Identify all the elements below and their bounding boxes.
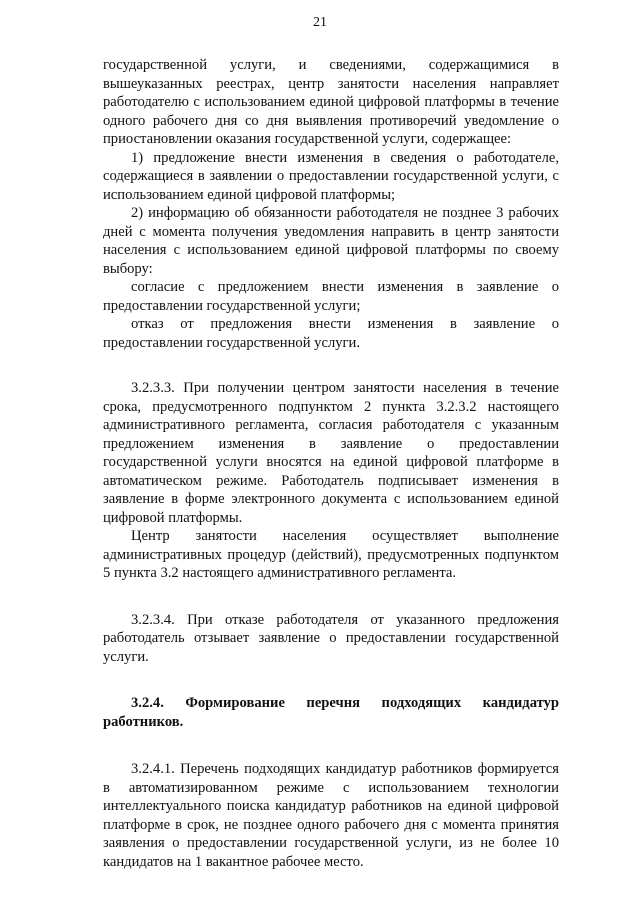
paragraph-3-2-3-3: 3.2.3.3. При получении центром занятости населения в течение срока, предусмотренного подпунктом 2 пункта 3.2.3.2 настоящего административного регламента, согласия работодателя с указанным предложением изменения в заявление о предоставлении государственной услуги вносятся на единой цифровой платформе в автоматическом режиме. Работодатель подписывает изменения в заявление в форме электронного документа с использованием единой цифровой платформы.	[103, 380, 559, 526]
paragraph-item-1: 1) предложение внести изменения в сведения о работодателе, содержащиеся в заявлении о предоставлении государственной услуги, с использованием единой цифровой платформы;	[103, 149, 559, 203]
document-body	[103, 56, 559, 871]
page-number: 21	[313, 15, 327, 30]
paragraph-3-2-4-1: 3.2.4.1. Перечень подходящих кандидатур работников формируется в автоматизированном режиме с использованием технологии интеллектуального поиска кандидатур работников на единой цифровой платформе в срок, не позднее одного рабочего дня с момента принятия заявления о предоставлении государственной услуги, из не более 10 кандидатов на 1 вакантное рабочее место.	[103, 761, 559, 870]
paragraph-3-2-3-4: 3.2.3.4. При отказе работодателя от указанного предложения работодатель отзывает заявление о предоставлении государственной услуги.	[103, 611, 559, 665]
paragraph-option-refusal: отказ от предложения внести изменения в заявление о предоставлении государственной услуги.	[103, 316, 559, 351]
paragraph-option-consent: согласие с предложением внести изменения в заявление о предоставлении государственной услуги;	[103, 279, 559, 314]
paragraph-employment-center: Центр занятости населения осуществляет выполнение административных процедур (действий), предусмотренных подпунктом 5 пункта 3.2 настоящего административного регламента.	[103, 528, 559, 581]
section-heading-3-2-4: 3.2.4. Формирование перечня подходящих кандидатур работников.	[103, 695, 559, 730]
paragraph-item-2: 2) информацию об обязанности работодателя не позднее 3 рабочих дней с момента получения уведомления направить в центр занятости населения с использованием единой цифровой платформы по своему выбору:	[103, 205, 559, 277]
paragraph-continuation: государственной услуги, и сведениями, содержащимися в вышеуказанных реестрах, центр занятости населения направляет работодателю с использованием единой цифровой платформы в течение одного рабочего дня со дня выявления противоречий уведомление о приостановлении оказания государственной услуги, содержащее:	[103, 57, 559, 147]
